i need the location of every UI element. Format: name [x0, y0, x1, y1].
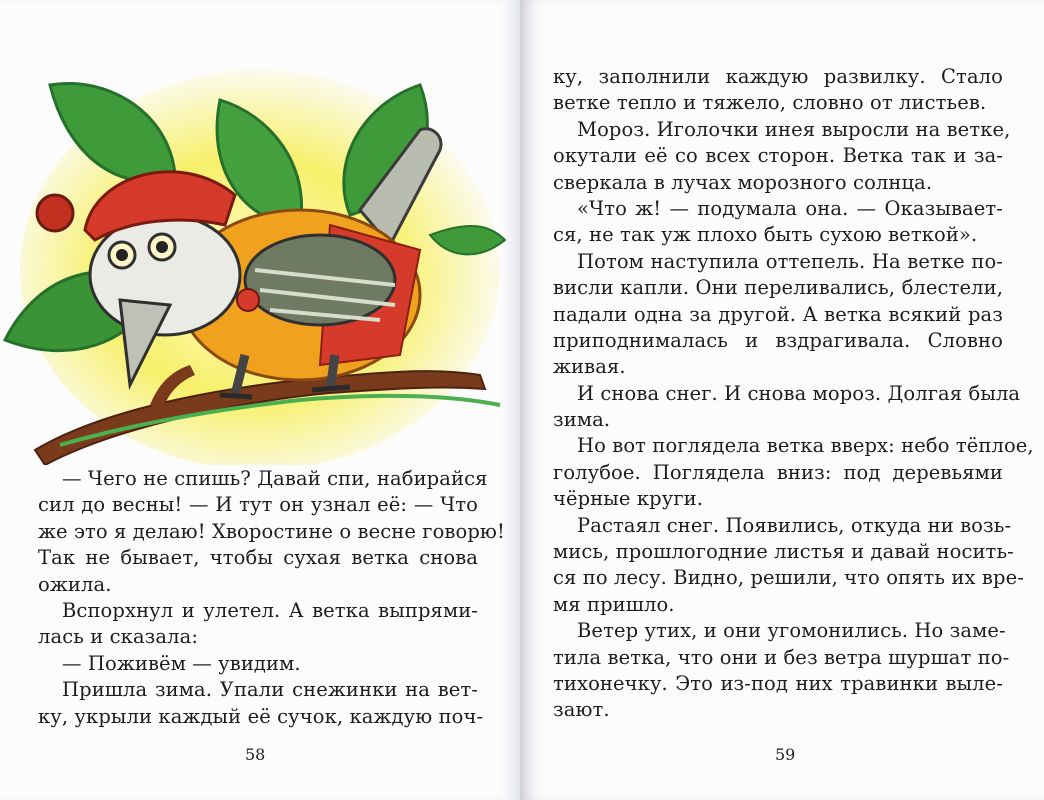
right-page-text [553, 64, 1034, 724]
bird-pupil-right [156, 241, 168, 253]
text-line: ветке тепло и тяжело, словно от листьев. [553, 91, 987, 115]
text-line: приподнималась и вздрагивала. Словно [553, 328, 1003, 352]
text-line: Вспорхнул и улетел. А ветка выпрями- [62, 598, 478, 622]
right-page [520, 0, 1044, 800]
text-line: падали одна за другой. А ветка всякий раз [553, 302, 1003, 326]
text-line: — Чего не спишь? Давай спи, набирайся [62, 467, 488, 490]
text-line: мя пришло. [553, 592, 675, 616]
text-line: ся по лесу. Видно, решили, что опять их вре- [553, 566, 1024, 590]
page-number-left: 58 [245, 745, 266, 764]
left-page-text [38, 466, 505, 730]
text-line: ожила. [38, 572, 112, 596]
text-line: — Поживём — увидим. [62, 651, 301, 675]
left-page [0, 0, 520, 800]
text-line: живая. [553, 355, 626, 379]
text-line: И снова снег. И снова мороз. Долгая была [577, 381, 1021, 405]
bird-pupil-left [116, 249, 128, 261]
text-line: Но вот поглядела ветка вверх: небо тёплое, [577, 434, 1034, 458]
bird-on-branch-illustration [0, 55, 510, 465]
bird-wing [245, 235, 395, 325]
text-line: Потом наступила оттепель. На ветке по- [577, 249, 1003, 273]
text-line: Мороз. Иголочки инея выросли на ветке, [577, 117, 1011, 141]
text-line: ку, заполнили каждую развилку. Стало [553, 65, 1003, 88]
text-line: зают. [553, 698, 610, 722]
text-line: зима. [553, 408, 611, 432]
text-line: чёрные круги. [553, 487, 704, 511]
text-line: ся, не так уж плохо быть сухою веткой». [553, 223, 978, 247]
text-line: Так не бывает, чтобы сухая ветка снова [38, 546, 478, 570]
text-line: сверкала в лучах морозного солнца. [553, 170, 933, 194]
text-line: Ветер утих, и они угомонились. Но заме- [577, 619, 1006, 643]
page-number-right: 59 [775, 745, 796, 764]
text-line: окутали её со всех сторон. Ветка так и за- [553, 144, 1003, 168]
text-line: лась и сказала: [38, 625, 199, 649]
cap-pompom [37, 195, 73, 231]
text-line: тила ветка, что они и без ветра шуршат по- [553, 645, 1010, 669]
text-line: голубое. Поглядела вниз: под деревьями [553, 460, 1003, 484]
text-line: же это я делаю! Хворостине о весне говорю! [38, 519, 505, 543]
text-line: «Что ж! — подумала она. — Оказывает- [577, 196, 1003, 220]
text-line: висли капли. Они переливались, блестели, [553, 276, 1003, 300]
text-line: Растаял снег. Появились, откуда ни возь- [577, 513, 1012, 537]
text-line: тихонечку. Это из-под них травинки выле- [553, 671, 1003, 695]
text-line: сил до весны! — И тут он узнал её: — Что [38, 493, 478, 517]
text-line: мись, прошлогодние листья и давай носить- [553, 540, 1014, 564]
vest-button-icon [237, 289, 259, 311]
text-line: ку, укрыли каждый её сучок, каждую поч- [38, 704, 484, 728]
text-line: Пришла зима. Упали снежинки на вет- [62, 678, 478, 702]
